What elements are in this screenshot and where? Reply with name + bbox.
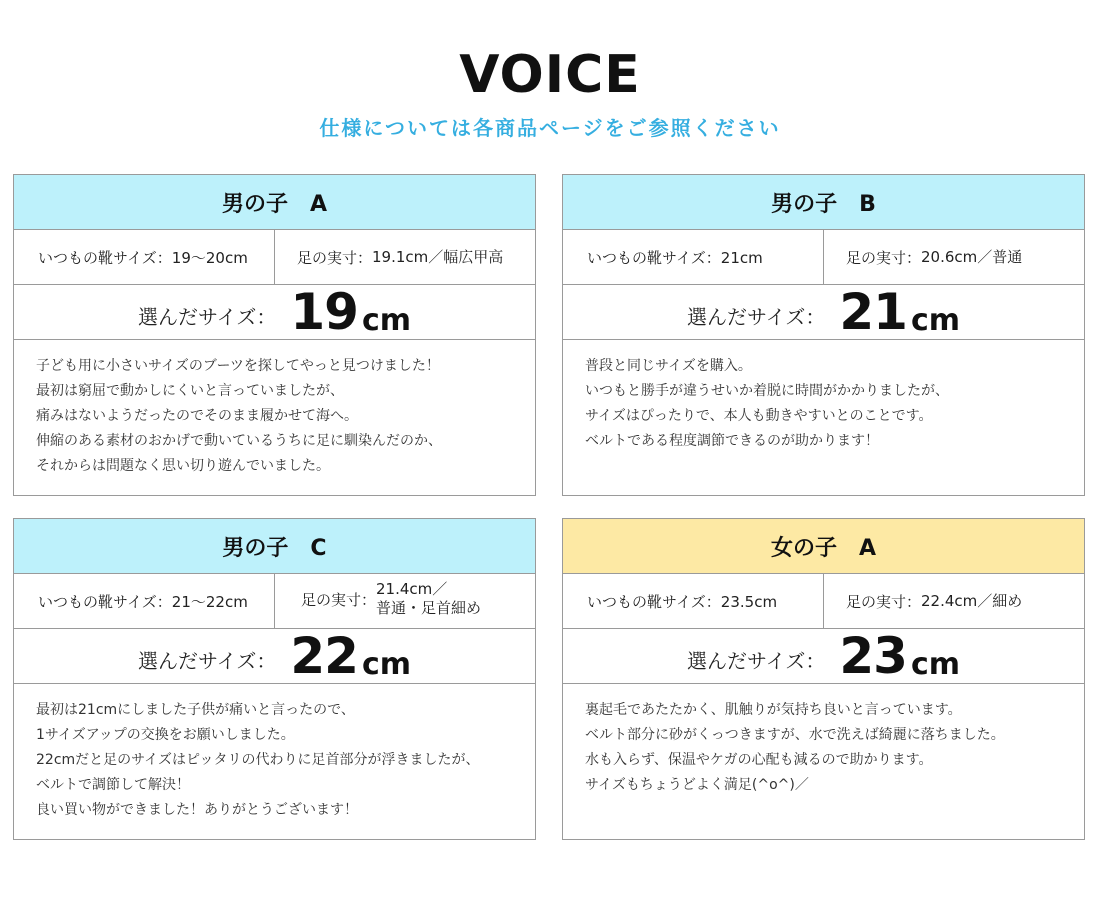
- review-line: ベルトである程度調節できるのが助かります！: [585, 433, 879, 449]
- review-text: [563, 684, 1084, 798]
- foot-size-value: 19.1cm／幅広甲高: [372, 247, 504, 266]
- chosen-size-row: [563, 626, 1084, 685]
- foot-size: [824, 230, 1084, 284]
- card-info-row: [14, 230, 535, 285]
- chosen-size-row: [14, 626, 535, 685]
- page-subtitle: 仕様については各商品ページをご参照ください: [319, 116, 781, 140]
- usual-size: いつもの靴サイズ：23.5cm: [563, 574, 824, 628]
- chosen-size-number: 22: [290, 626, 358, 685]
- review-line: 伸縮のある素材のおかげで動いているうちに足に馴染んだのか、: [36, 433, 442, 449]
- foot-size-label: 足の実寸：: [846, 248, 922, 267]
- voice-card-boy-b: [562, 174, 1085, 496]
- foot-size-label: 足の実寸：: [297, 248, 373, 267]
- review-line: いつもと勝手が違うせいか着脱に時間がかかりましたが、: [585, 383, 949, 399]
- review-line: 最初は窮屈で動かしにくいと言っていましたが、: [36, 383, 344, 399]
- card-info-row: [563, 574, 1084, 629]
- foot-size: [824, 574, 1084, 628]
- chosen-size-label: 選んだサイズ：: [686, 304, 826, 329]
- review-line: それからは問題なく思い切り遊んでいました。: [36, 458, 330, 474]
- chosen-size-row: [563, 282, 1084, 341]
- usual-size: いつもの靴サイズ：21cm: [563, 230, 824, 284]
- voice-card-girl-a: [562, 518, 1085, 840]
- review-line: サイズもちょうどよく満足(^o^)／: [585, 777, 809, 793]
- foot-size-value: 22.4cm／細め: [921, 591, 1023, 610]
- card-heading: 男の子 C: [14, 519, 535, 574]
- chosen-size-unit: cm: [361, 646, 412, 682]
- card-info-row: [563, 230, 1084, 285]
- voice-card-boy-c: [13, 518, 536, 840]
- usual-size: いつもの靴サイズ：19～20cm: [14, 230, 275, 284]
- review-line: サイズはぴったりで、本人も動きやすいとのことです。: [585, 408, 933, 424]
- review-line: 子ども用に小さいサイズのブーツを探してやっと見つけました！: [36, 358, 440, 374]
- chosen-size-row: [14, 282, 535, 341]
- review-text: [14, 684, 535, 823]
- chosen-size-number: 23: [839, 626, 907, 685]
- chosen-size-label: 選んだサイズ：: [137, 304, 277, 329]
- review-line: 裏起毛であたたかく、肌触りが気持ち良いと言っています。: [585, 702, 962, 718]
- foot-size-value: 20.6cm／普通: [921, 247, 1023, 266]
- card-info-row: [14, 574, 535, 629]
- review-text: [14, 340, 535, 479]
- foot-size-value: 21.4cm／ 普通・足首細め: [376, 580, 482, 617]
- chosen-size-unit: cm: [910, 646, 961, 682]
- chosen-size-unit: cm: [910, 302, 961, 338]
- chosen-size-number: 21: [839, 282, 907, 341]
- foot-size: [275, 574, 535, 628]
- review-line: 最初は21cmにしました子供が痛いと言ったので、: [36, 702, 355, 718]
- foot-size: [275, 230, 535, 284]
- chosen-size-label: 選んだサイズ：: [686, 648, 826, 673]
- review-line: 良い買い物ができました！ありがとうございます！: [36, 802, 358, 818]
- chosen-size-label: 選んだサイズ：: [137, 648, 277, 673]
- chosen-size-unit: cm: [361, 302, 412, 338]
- review-text: [563, 340, 1084, 454]
- foot-size-label: 足の実寸：: [301, 591, 377, 609]
- review-line: 普段と同じサイズを購入。: [585, 358, 752, 374]
- review-line: 水も入らず、保温やケガの心配も減るので助かります。: [585, 752, 933, 768]
- review-line: 22cmだと足のサイズはピッタリの代わりに足首部分が浮きましたが、: [36, 752, 480, 768]
- chosen-size-number: 19: [290, 282, 358, 341]
- card-heading: 男の子 B: [563, 175, 1084, 230]
- page-title: VOICE: [459, 45, 641, 105]
- card-heading: 女の子 A: [563, 519, 1084, 574]
- foot-size-label: 足の実寸：: [846, 592, 922, 611]
- review-line: 痛みはないようだったのでそのまま履かせて海へ。: [36, 408, 358, 424]
- review-line: ベルトで調節して解決！: [36, 777, 190, 793]
- review-line: 1サイズアップの交換をお願いしました。: [36, 727, 295, 743]
- card-heading: 男の子 A: [14, 175, 535, 230]
- review-line: ベルト部分に砂がくっつきますが、水で洗えば綺麗に落ちました。: [585, 727, 1005, 743]
- usual-size: いつもの靴サイズ：21～22cm: [14, 574, 275, 628]
- voice-card-boy-a: [13, 174, 536, 496]
